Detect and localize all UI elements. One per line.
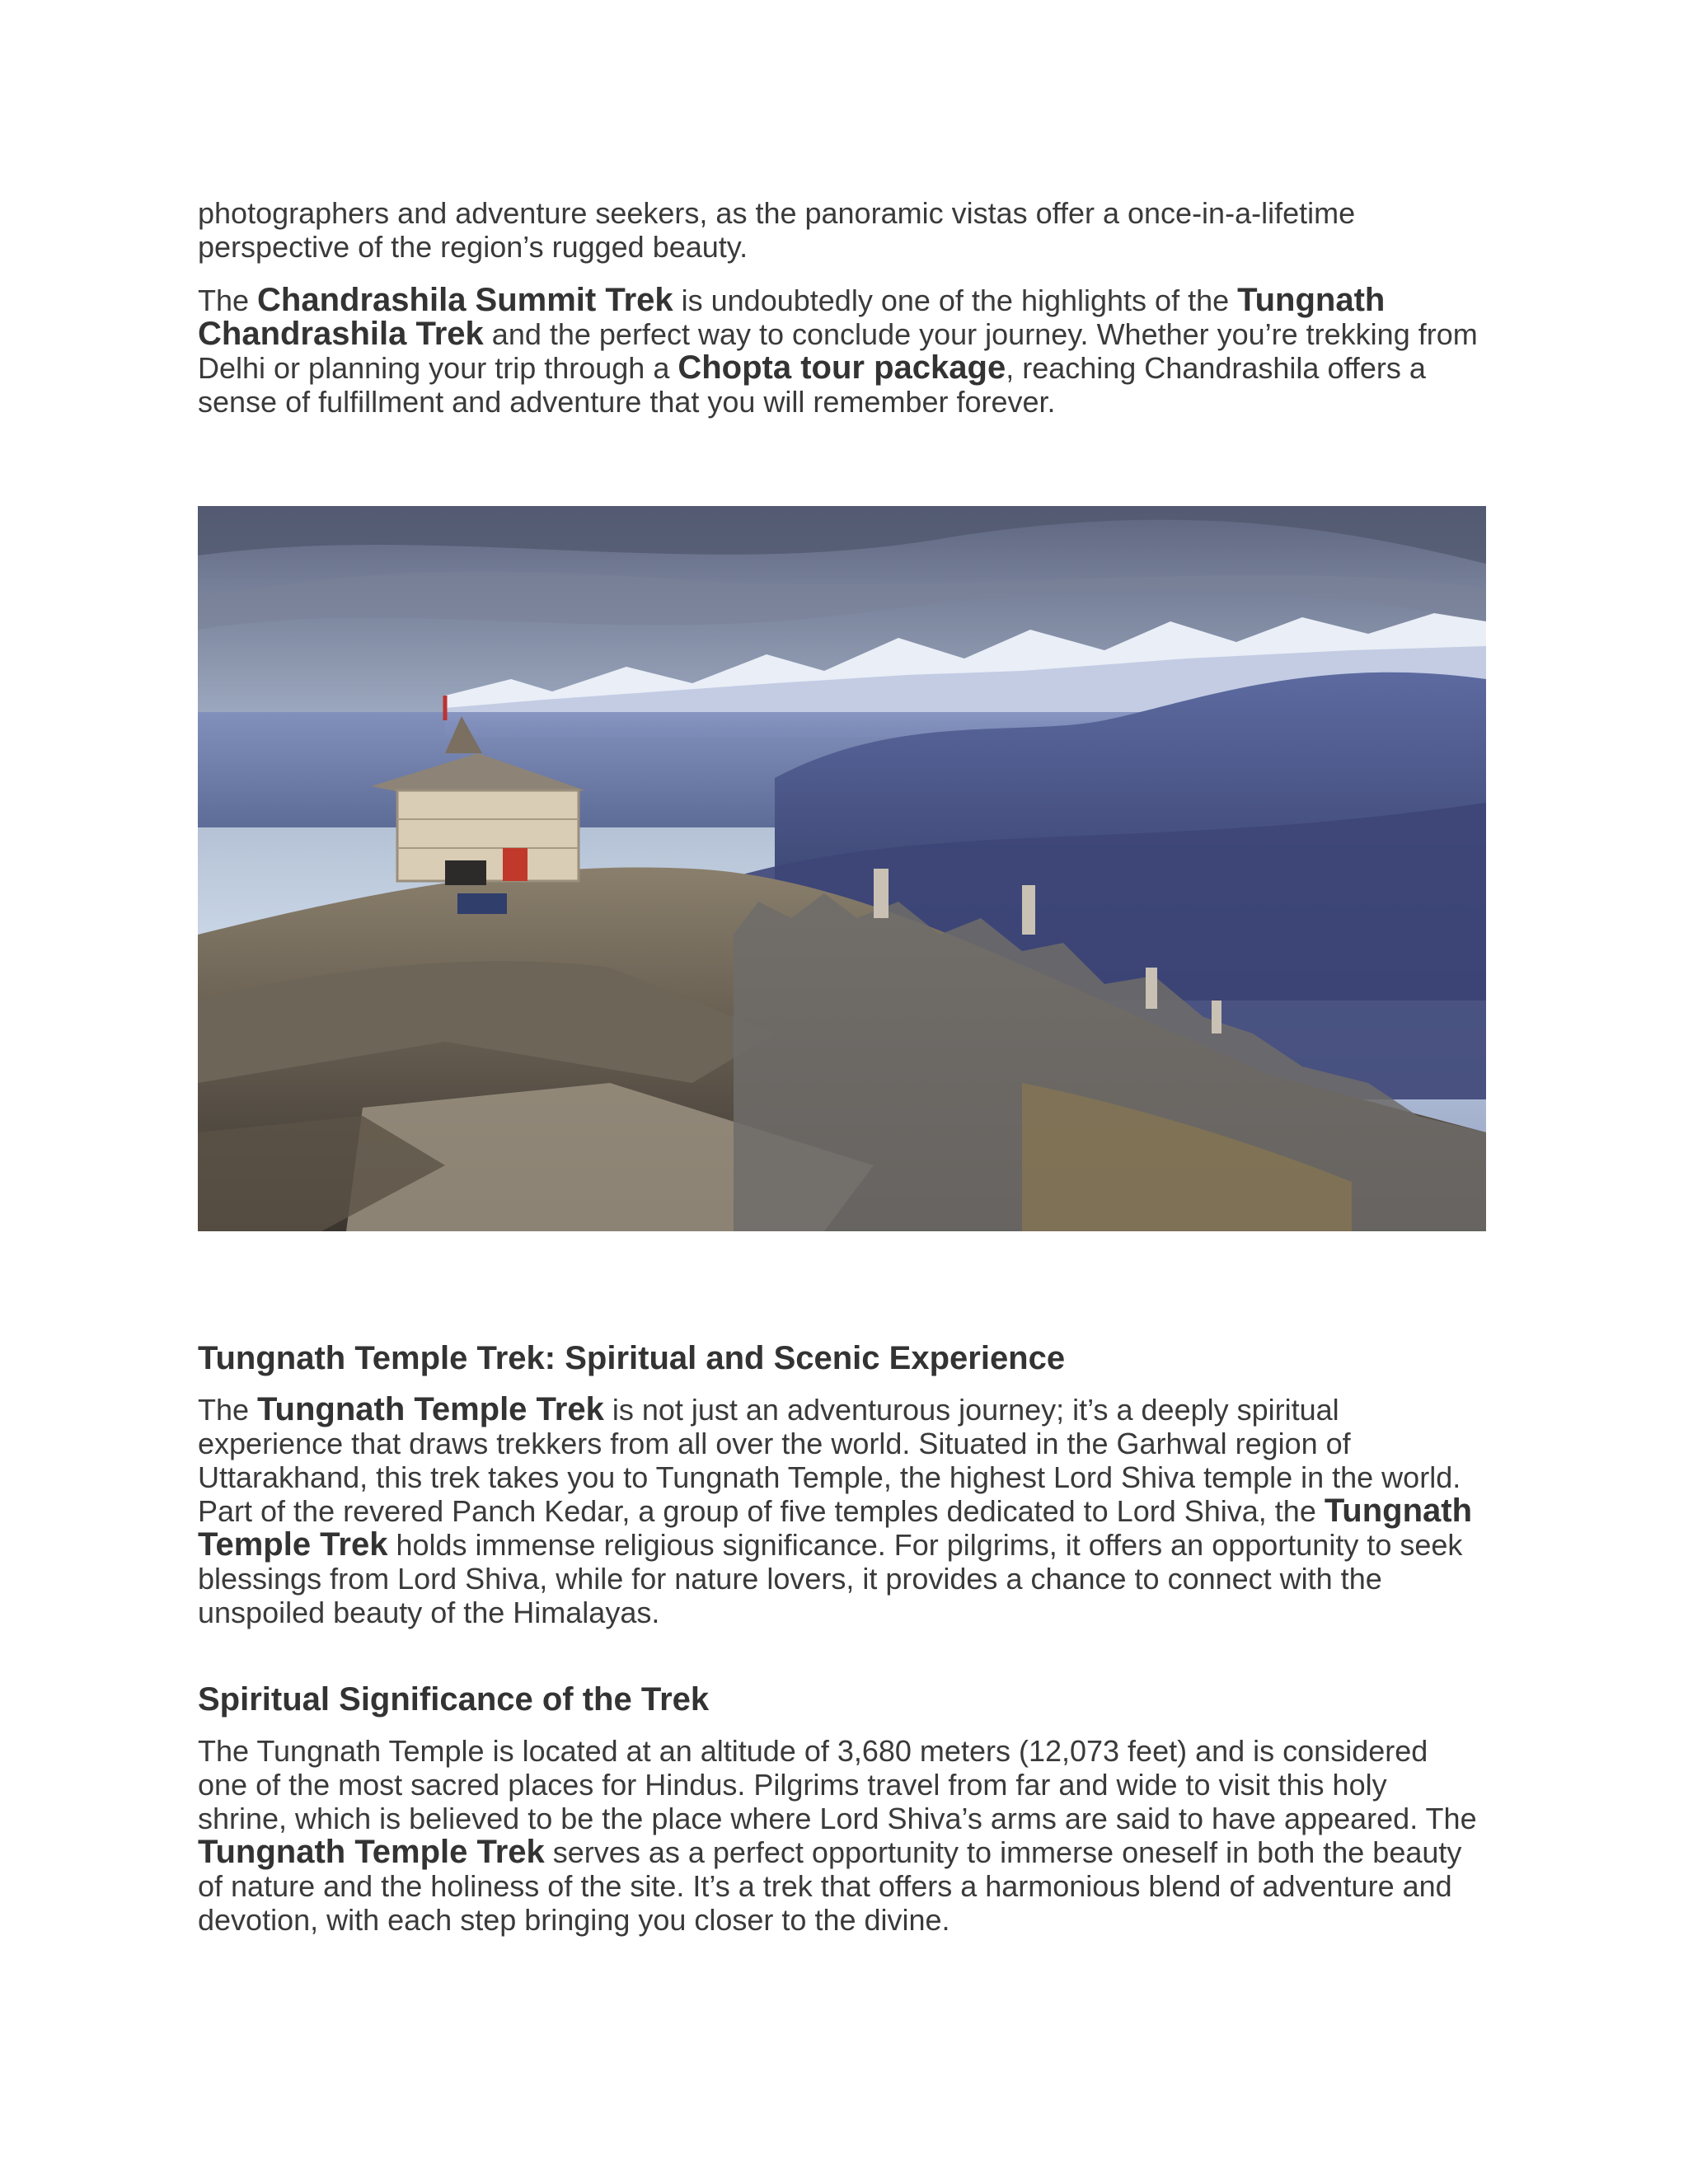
- text-run: is undoubtedly one of the highlights of the: [673, 284, 1238, 317]
- intro-paragraph: photographers and adventure seekers, as the panoramic vistas offer a once-in-a-lifetime perspective of the region’s rugged beauty.: [198, 196, 1356, 264]
- text-run: serves as a perfect opportunity to immerse oneself in both the beauty of nature and the holiness of the site. It’s a trek that offers a harmonious blend of adventure and devotion, with each step bringing you closer to the divine.: [198, 1835, 1462, 1937]
- chandrashila-paragraph: [198, 284, 1484, 419]
- tungnath-temple-section: [198, 1338, 1484, 1629]
- bold-term: Tungnath Temple Trek: [198, 1493, 1473, 1563]
- section-heading: Tungnath Temple Trek: Spiritual and Scenic Experience: [198, 1340, 1066, 1376]
- spiritual-significance-section: [198, 1680, 1484, 1937]
- bold-term: Tungnath Temple Trek: [257, 1391, 604, 1427]
- section-paragraph: [198, 1393, 1484, 1629]
- text-run: is not just an adventurous journey; it’s a deeply spiritual experience that draws trekkers from all over the world. Situated in the Garhwal region of Uttarakhand, this trek takes you to Tungnath Temple, the highest Lord Shiva temple in the world. Part of the revered Panch Kedar, a group of five temples dedicated to Lord Shiva, the: [198, 1393, 1461, 1528]
- text-run: The: [198, 284, 258, 317]
- text-run: The Tungnath Temple is located at an altitude of 3,680 meters (12,073 feet) and is considered one of the most sacred places for Hindus. Pilgrims travel from far and wide to visit this holy shrine, which is believed to be the place where Lord Shiva’s arms are said to have appeared. The: [198, 1734, 1477, 1835]
- section-heading: Spiritual Significance of the Trek: [198, 1681, 710, 1718]
- section-paragraph: [198, 1734, 1484, 1937]
- text-run: The: [198, 1393, 258, 1427]
- intro-block: [198, 196, 1484, 419]
- text-run: and the perfect way to conclude your journey. Whether you’re trekking from Delhi or planning your trip through a: [198, 317, 1478, 385]
- text-run: , reaching Chandrashila offers a sense of fulfillment and adventure that you will remember forever.: [198, 351, 1426, 419]
- bold-term: Tungnath Chandrashila Trek: [198, 282, 1386, 352]
- text-run: holds immense religious significance. For pilgrims, it offers an opportunity to seek blessings from Lord Shiva, while for nature lovers, it provides a chance to connect with the unspoiled beauty of the Himalayas.: [198, 1528, 1463, 1629]
- chandrashila-temple-photo: [198, 506, 1486, 1231]
- mountain-landscape-image: [198, 506, 1486, 1231]
- bold-term: Chandrashila Summit Trek: [257, 282, 673, 318]
- bold-term: Tungnath Temple Trek: [198, 1834, 545, 1870]
- bold-term: Chopta tour package: [678, 349, 1006, 386]
